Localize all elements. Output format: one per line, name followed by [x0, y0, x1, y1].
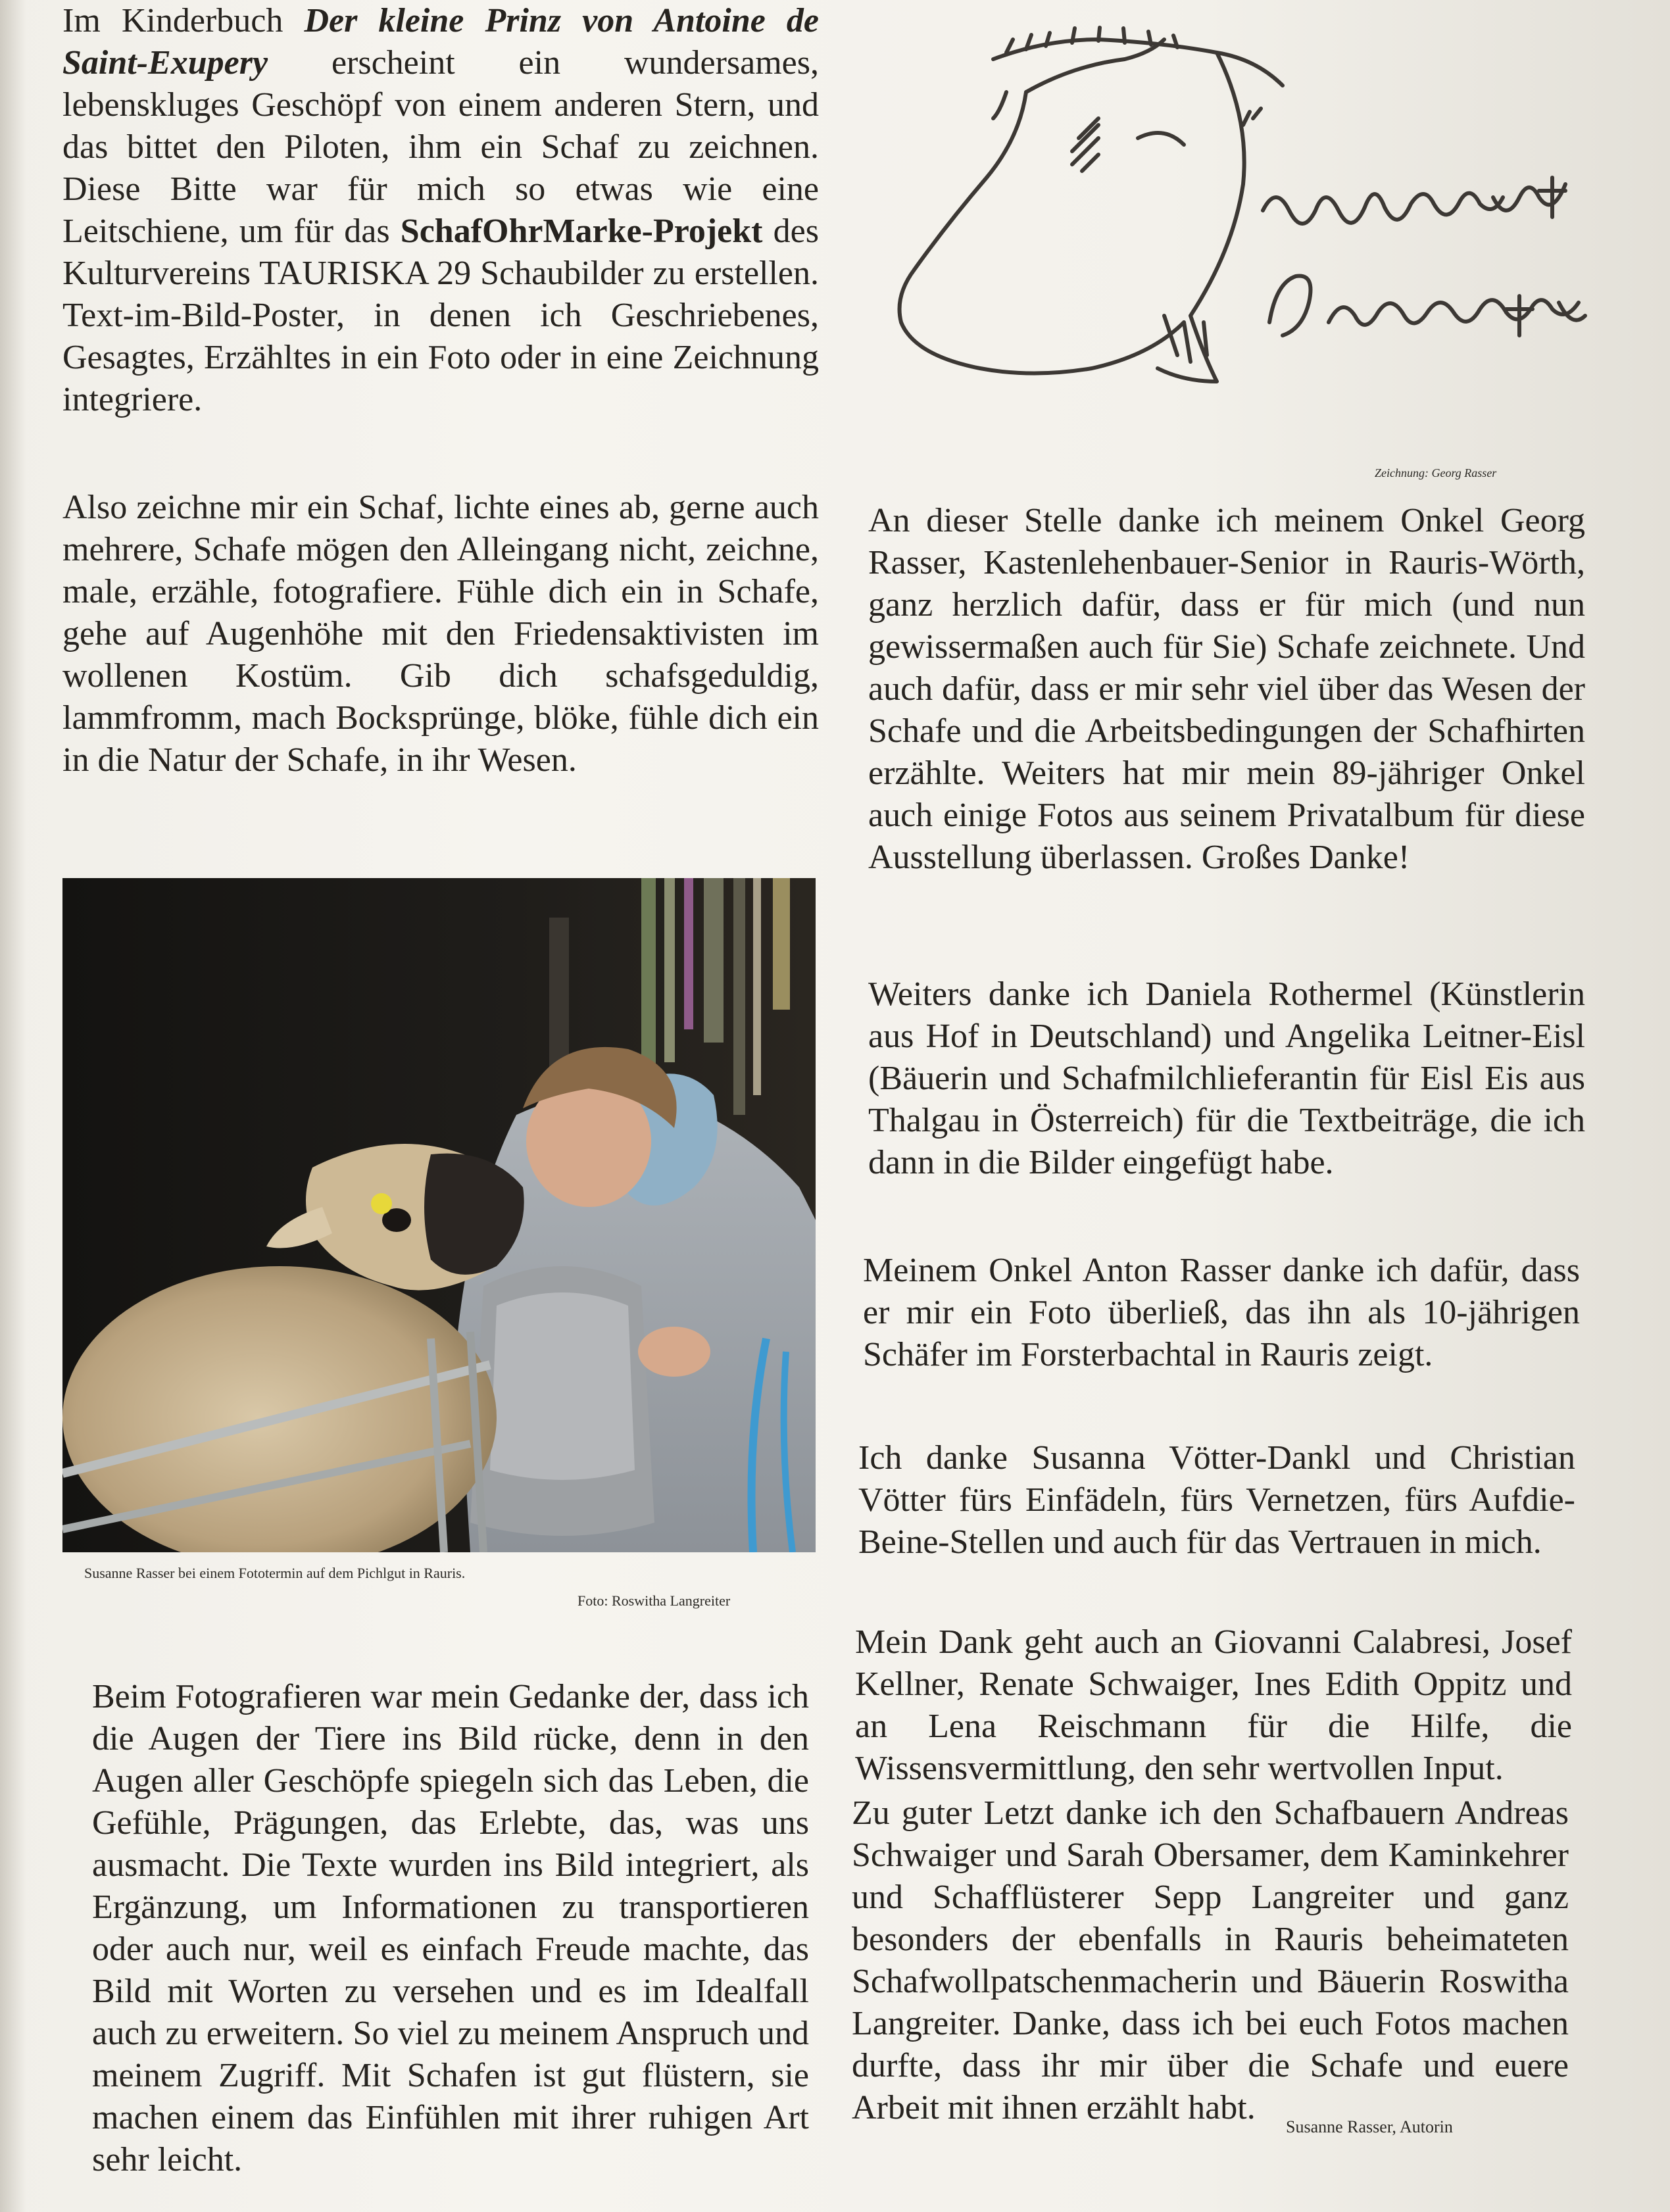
sheep-head-drawing	[875, 13, 1625, 447]
author-signature: Susanne Rasser, Autorin	[1286, 2117, 1453, 2136]
project-name: SchafOhrMarke-Projekt	[400, 212, 763, 250]
sheep-sketch-illustration	[875, 13, 1625, 447]
intro-text: des Kulturvereins TAURISKA 29 Schaubilder zu erstellen. Text-im-Bild-Poster, in denen ich Geschriebenes, Gesagtes, Erzähltes in ein Foto oder in eine Zeichnung integriere.	[62, 212, 819, 418]
photo-credit: Foto: Roswitha Langreiter	[577, 1592, 731, 1609]
thanks-text-contributors: Weiters danke ich Daniela Rothermel (Künstlerin aus Hof in Deutschland) und Angelika Leitner-Eisl (Bäuerin und Schafmilchlieferantin für Eisl Eis aus Thalgau in Österreich) für die Textbeiträge, die ich dann in die Bilder eingefügt habe.	[868, 975, 1585, 1181]
thanks-voetter: Ich danke Susanna Vötter-Dankl und Christian Vötter fürs Einfädeln, fürs Vernetzen, fürs Aufdie-Beine-Stellen und auch für das Vertrauen in mich.	[858, 1439, 1575, 1561]
paragraph-photography: Beim Fotografieren war mein Gedanke der, dass ich die Augen der Tiere ins Bild rücke, denn in den Augen aller Geschöpfe spiegeln sich das Leben, die Gefühle, Prägungen, das Erlebte, das, was uns ausmacht. Die Texte wurden ins Bild integriert, als Ergänzung, um Informationen zu transportieren oder auch nur, weil es einfach Freude machte, das Bild mit Worten zu versehen und es im Idealfall auch zu erweitern. So viel zu meinem Anspruch und meinem Zugriff. Mit Schafen ist gut flüstern, sie machen einem das Einfühlen mit ihrer ruhigen Art sehr leicht.	[92, 1678, 809, 2178]
photo-illustration	[62, 878, 816, 1552]
photo-caption: Susanne Rasser bei einem Fototermin auf dem Pichlgut in Rauris.	[84, 1565, 466, 1581]
intro-text: erscheint ein wundersames, lebenskluges Geschöpf von einem anderen Stern, und das bittet den Piloten, ihm ein Schaf zu zeichnen. Diese Bitte war für mich so etwas wie eine Leitschiene, um für das	[62, 44, 819, 250]
drawing-credit: Zeichnung: Georg Rasser	[1375, 466, 1497, 479]
intro-paragraph	[62, 0, 819, 421]
paragraph-draw-sheep: Also zeichne mir ein Schaf, lichte eines ab, gerne auch mehrere, Schafe mögen den Alleingang nicht, zeichne, male, erzähle, fotografiere. Fühle dich ein in Schafe, gehe auf Augenhöhe mit den Friedensaktivisten im wollenen Kostüm. Gib dich schafsgeduldig, lammfromm, mach Bocksprünge, blöke, fühle dich ein in die Natur der Schafe, in ihr Wesen.	[62, 489, 819, 779]
thanks-georg-rasser: An dieser Stelle danke ich meinem Onkel Georg Rasser, Kastenlehenbauer-Senior in Rauris-Wörth, ganz herzlich dafür, dass er für mich (und nun gewissermaßen auch für Sie) Schafe zeichnete. Und auch dafür, dass er mir sehr viel über das Wesen der Schafe und die Arbeitsbedingungen der Schafhirten erzählte. Weiters hat mir mein 89-jähriger Onkel auch einige Fotos aus seinem Privatalbum für diese Ausstellung überlassen. Großes Danke!	[868, 502, 1585, 876]
thanks-sheep-farmers: Zu guter Letzt danke ich den Schafbauern Andreas Schwaiger und Sarah Obersamer, dem Kaminkehrer und Schafflüsterer Sepp Langreiter und ganz besonders der ebenfalls in Rauris beheimateten Schafwollpatschenmacherin und Bäuerin Roswitha Langreiter. Danke, dass ich bei euch Fotos machen durfte, dass ihr mir über die Schafe und euere Arbeit mit ihnen erzählt habt.	[852, 1794, 1569, 2126]
intro-text: Im Kinderbuch	[62, 2, 305, 39]
photo-woman-with-sheep	[62, 878, 816, 1552]
thanks-helpers: Mein Dank geht auch an Giovanni Calabresi, Josef Kellner, Renate Schwaiger, Ines Edith Oppitz und an Lena Reischmann für die Hilfe, die Wissensvermittlung, den sehr wertvollen Input.	[855, 1623, 1572, 1787]
book-title: Der kleine Prinz von Antoine de Saint-Exupery	[62, 2, 819, 82]
thanks-anton-rasser: Meinem Onkel Anton Rasser danke ich dafür, dass er mir ein Foto überließ, das ihn als 10-jährigen Schäfer im Forsterbachtal in Rauris zeigt.	[863, 1252, 1580, 1373]
